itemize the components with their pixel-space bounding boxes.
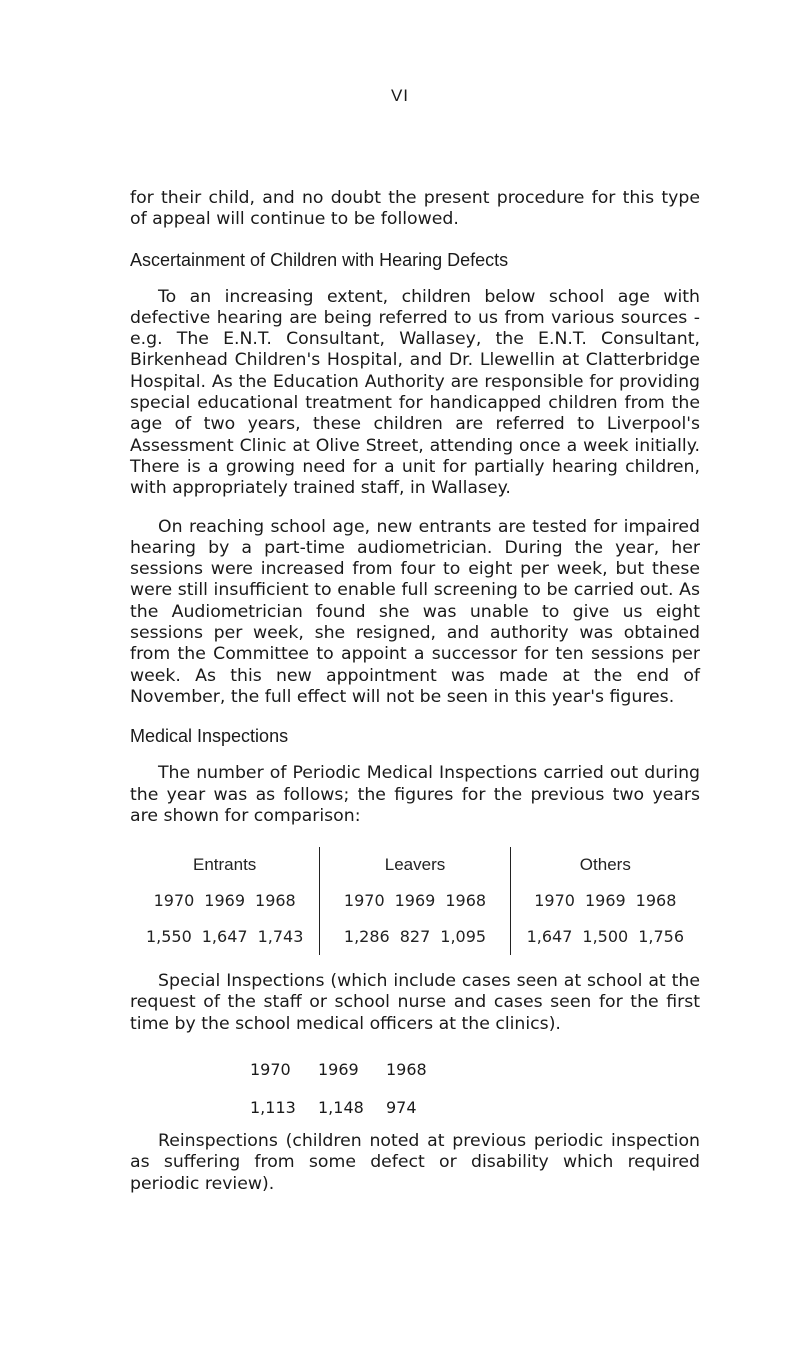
year-row <box>130 883 319 919</box>
year-cell: 1970 <box>153 891 195 911</box>
value-cell: 1,647 <box>201 927 248 947</box>
hearing-defects-heading: Ascertainment of Children with Hearing Defects <box>130 249 509 270</box>
value-cell: 1,286 <box>343 927 390 947</box>
year-cell: 1969 <box>584 891 626 911</box>
intro-paragraph: for their child, and no doubt the present procedure for this type of appeal will continue to be followed. <box>130 188 700 230</box>
special-inspections-table <box>250 1051 700 1127</box>
value-cell: 1,647 <box>526 927 573 947</box>
year-cell: 1969 <box>394 891 436 911</box>
page-number: VI <box>390 86 410 105</box>
value-row <box>511 919 700 955</box>
year-cell: 1968 <box>386 1060 427 1080</box>
value-cell: 1,743 <box>257 927 304 947</box>
column-header: Entrants <box>193 855 257 875</box>
year-cell: 1970 <box>534 891 575 911</box>
page-content <box>130 188 700 1195</box>
medical-inspections-heading: Medical Inspections <box>130 726 289 747</box>
value-cell: 1,550 <box>145 927 192 947</box>
hearing-paragraph-1: To an increasing extent, children below school age with defective hearing are being referred to us from various sources - e.g. The E.N.T. Consultant, Wallasey, the E.N.T. Consultant, Birkenhead Children's Hospital, and Dr. Llewellin at Clatterbridge Hospital. As the Education Authority are responsible for providing special educational treatment for handicapped children from the age of two years, these children are referred to Liverpool's Assessment Clinic at Olive Street, attending once a week initially. There is a growing need for a unit for partially hearing children, with appropriately trained staff, in Wallasey. <box>130 286 700 499</box>
column-header: Leavers <box>384 855 446 875</box>
value-cell: 1,113 <box>250 1098 296 1118</box>
value-cell: 1,148 <box>318 1098 364 1118</box>
value-cell: 1,500 <box>582 927 629 947</box>
hearing-paragraph-2: On reaching school age, new entrants are tested for impaired hearing by a part-time audiometrician. During the year, her sessions were increased from four to eight per week, but these were still insufficient to enable full screening to be carried out. As the Audiometrician found she was unable to give us eight sessions per week, she resigned, and authority was obtained from the Committee to appoint a successor for ten sessions per week. As this new appointment was made at the end of November, the full effect will not be seen in this year's figures. <box>130 516 700 707</box>
medical-inspections-paragraph: The number of Periodic Medical Inspections carried out during the year was as follows; the figures for the previous two years are shown for comparison: <box>130 763 700 826</box>
year-cell: 1970 <box>250 1060 291 1080</box>
year-row <box>250 1051 700 1089</box>
reinspections-paragraph: Reinspections (children noted at previous periodic inspection as suffering from some defect or disability which required periodic review). <box>130 1131 700 1194</box>
value-cell: 827 <box>399 927 431 947</box>
periodic-inspections-table <box>130 847 700 955</box>
year-cell: 1968 <box>635 891 677 911</box>
others-column <box>511 847 700 955</box>
value-row <box>250 1089 700 1127</box>
value-cell: 1,095 <box>440 927 487 947</box>
entrants-column <box>130 847 320 955</box>
year-cell: 1969 <box>204 891 246 911</box>
leavers-column <box>320 847 510 955</box>
year-row <box>511 883 700 919</box>
column-header: Others <box>579 855 631 875</box>
value-cell: 1,756 <box>638 927 685 947</box>
year-row <box>320 883 509 919</box>
year-cell: 1970 <box>343 891 385 911</box>
year-cell: 1968 <box>445 891 487 911</box>
year-cell: 1968 <box>255 891 296 911</box>
value-row <box>130 919 319 955</box>
value-cell: 974 <box>386 1098 417 1118</box>
year-cell: 1969 <box>318 1060 359 1080</box>
special-inspections-paragraph: Special Inspections (which include cases seen at school at the request of the staff or school nurse and cases seen for the first time by the school medical officers at the clinics). <box>130 971 700 1034</box>
value-row <box>320 919 509 955</box>
